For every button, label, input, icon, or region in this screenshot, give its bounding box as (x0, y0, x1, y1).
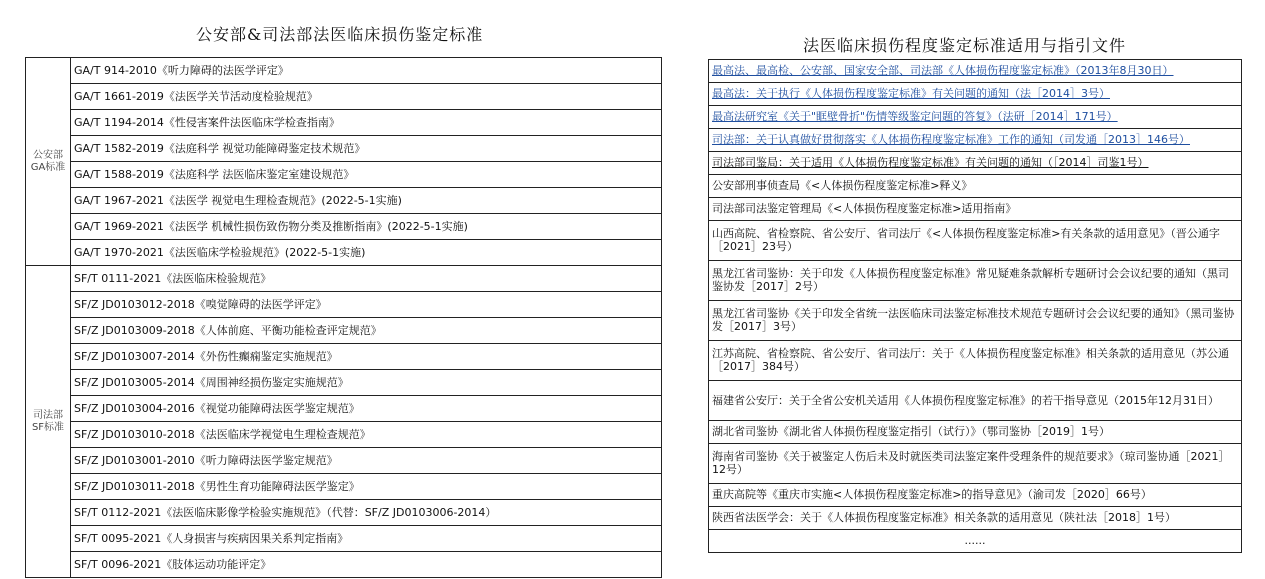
group-label-sf: 司法部SF标准 (26, 266, 71, 578)
standard-cell: SF/Z JD0103004-2016《视觉功能障碍法医学鉴定规范》 (71, 396, 662, 422)
guidance-doc-cell: 山西高院、省检察院、省公安厅、省司法厅《<人体损伤程度鉴定标准>有关条款的适用意见》（晋公通字［2021］23号） (709, 221, 1242, 261)
standard-cell: GA/T 1970-2021《法医临床学检验规范》(2022-5-1实施) (71, 240, 662, 266)
standard-cell: SF/Z JD0103010-2018《法医临床学视觉电生理检查规范》 (71, 422, 662, 448)
guidance-doc-cell: 公安部刑事侦查局《<人体损伤程度鉴定标准>释义》 (709, 175, 1242, 198)
guidance-doc-cell: 重庆高院等《重庆市实施<人体损伤程度鉴定标准>的指导意见》（渝司发［2020］66号） (709, 484, 1242, 507)
standard-cell: SF/T 0112-2021《法医临床影像学检验实施规范》（代替：SF/Z JD0103006-2014） (71, 500, 662, 526)
guidance-doc-cell: 海南省司鉴协《关于被鉴定人伤后未及时就医类司法鉴定案件受理条件的规范要求》（琼司鉴协通［2021］12号） (709, 444, 1242, 484)
standard-cell: GA/T 1969-2021《法医学 机械性损伤致伤物分类及推断指南》(2022-5-1实施) (71, 214, 662, 240)
guidance-doc-cell: 司法部司法鉴定管理局《<人体损伤程度鉴定标准>适用指南》 (709, 198, 1242, 221)
standard-cell: GA/T 1967-2021《法医学 视觉电生理检查规范》(2022-5-1实施) (71, 188, 662, 214)
standard-cell: GA/T 914-2010《听力障碍的法医学评定》 (71, 58, 662, 84)
guidance-doc-cell: 湖北省司鉴协《湖北省人体损伤程度鉴定指引（试行）》（鄂司鉴协［2019］1号） (709, 421, 1242, 444)
guidance-docs-table (708, 59, 1242, 553)
standard-cell: SF/Z JD0103009-2018《人体前庭、平衡功能检查评定规范》 (71, 318, 662, 344)
standard-cell: SF/Z JD0103011-2018《男性生育功能障碍法医学鉴定》 (71, 474, 662, 500)
guidance-doc-cell: 江苏高院、省检察院、省公安厅、省司法厅：关于《人体损伤程度鉴定标准》相关条款的适用意见（苏公通［2017］384号） (709, 341, 1242, 381)
guidance-doc-link[interactable]: 最高法：关于执行《人体损伤程度鉴定标准》有关问题的通知（法［2014］3号） (712, 87, 1110, 100)
standard-cell: SF/Z JD0103001-2010《听力障碍法医学鉴定规范》 (71, 448, 662, 474)
standard-cell: SF/Z JD0103012-2018《嗅觉障碍的法医学评定》 (71, 292, 662, 318)
guidance-doc-cell[interactable] (709, 60, 1242, 83)
left-title: 公安部&司法部法医临床损伤鉴定标准 (196, 25, 484, 44)
standard-cell: GA/T 1588-2019《法庭科学 法医临床鉴定室建设规范》 (71, 162, 662, 188)
guidance-doc-cell: 黑龙江省司鉴协《关于印发全省统一法医临床司法鉴定标准技术规范专题研讨会会议纪要的通知》（黑司鉴协发［2017］3号） (709, 301, 1242, 341)
standard-cell: SF/T 0111-2021《法医临床检验规范》 (71, 266, 662, 292)
standard-cell: SF/Z JD0103007-2014《外伤性癫痫鉴定实施规范》 (71, 344, 662, 370)
guidance-doc-cell[interactable] (709, 83, 1242, 106)
standard-cell: SF/T 0096-2021《肢体运动功能评定》 (71, 552, 662, 578)
guidance-doc-cell: 黑龙江省司鉴协：关于印发《人体损伤程度鉴定标准》常见疑难条款解析专题研讨会会议纪要的通知（黑司鉴协发［2017］2号） (709, 261, 1242, 301)
guidance-doc-link[interactable]: 最高法、最高检、公安部、国家安全部、司法部《人体损伤程度鉴定标准》（2013年8月30日） (712, 64, 1174, 77)
guidance-doc-link[interactable]: 司法部：关于认真做好贯彻落实《人体损伤程度鉴定标准》工作的通知（司发通［2013］146号） (712, 133, 1190, 146)
guidance-doc-cell[interactable] (709, 106, 1242, 129)
right-title: 法医临床损伤程度鉴定标准适用与指引文件 (803, 36, 1127, 55)
standards-table (25, 57, 662, 578)
standard-cell: GA/T 1661-2019《法医学关节活动度检验规范》 (71, 84, 662, 110)
more-ellipsis: ...... (709, 530, 1242, 553)
guidance-doc-cell[interactable] (709, 129, 1242, 152)
group-label-ga: 公安部GA标准 (26, 58, 71, 266)
standard-cell: GA/T 1582-2019《法庭科学 视觉功能障碍鉴定技术规范》 (71, 136, 662, 162)
standard-cell: GA/T 1194-2014《性侵害案件法医临床学检查指南》 (71, 110, 662, 136)
standard-cell: SF/T 0095-2021《人身损害与疾病因果关系判定指南》 (71, 526, 662, 552)
guidance-doc-cell: 福建省公安厅：关于全省公安机关适用《人体损伤程度鉴定标准》的若干指导意见（2015年12月31日） (709, 381, 1242, 421)
standard-cell: SF/Z JD0103005-2014《周围神经损伤鉴定实施规范》 (71, 370, 662, 396)
guidance-doc-link[interactable]: 最高法研究室《关于"眶壁骨折"伤情等级鉴定问题的答复》（法研［2014］171号） (712, 110, 1118, 123)
guidance-doc-link[interactable]: 司法部司鉴局：关于适用《人体损伤程度鉴定标准》有关问题的通知（［2014］司鉴1号） (712, 156, 1149, 169)
guidance-doc-cell[interactable] (709, 152, 1242, 175)
guidance-doc-cell: 陕西省法医学会：关于《人体损伤程度鉴定标准》相关条款的适用意见（陕社法［2018］1号） (709, 507, 1242, 530)
